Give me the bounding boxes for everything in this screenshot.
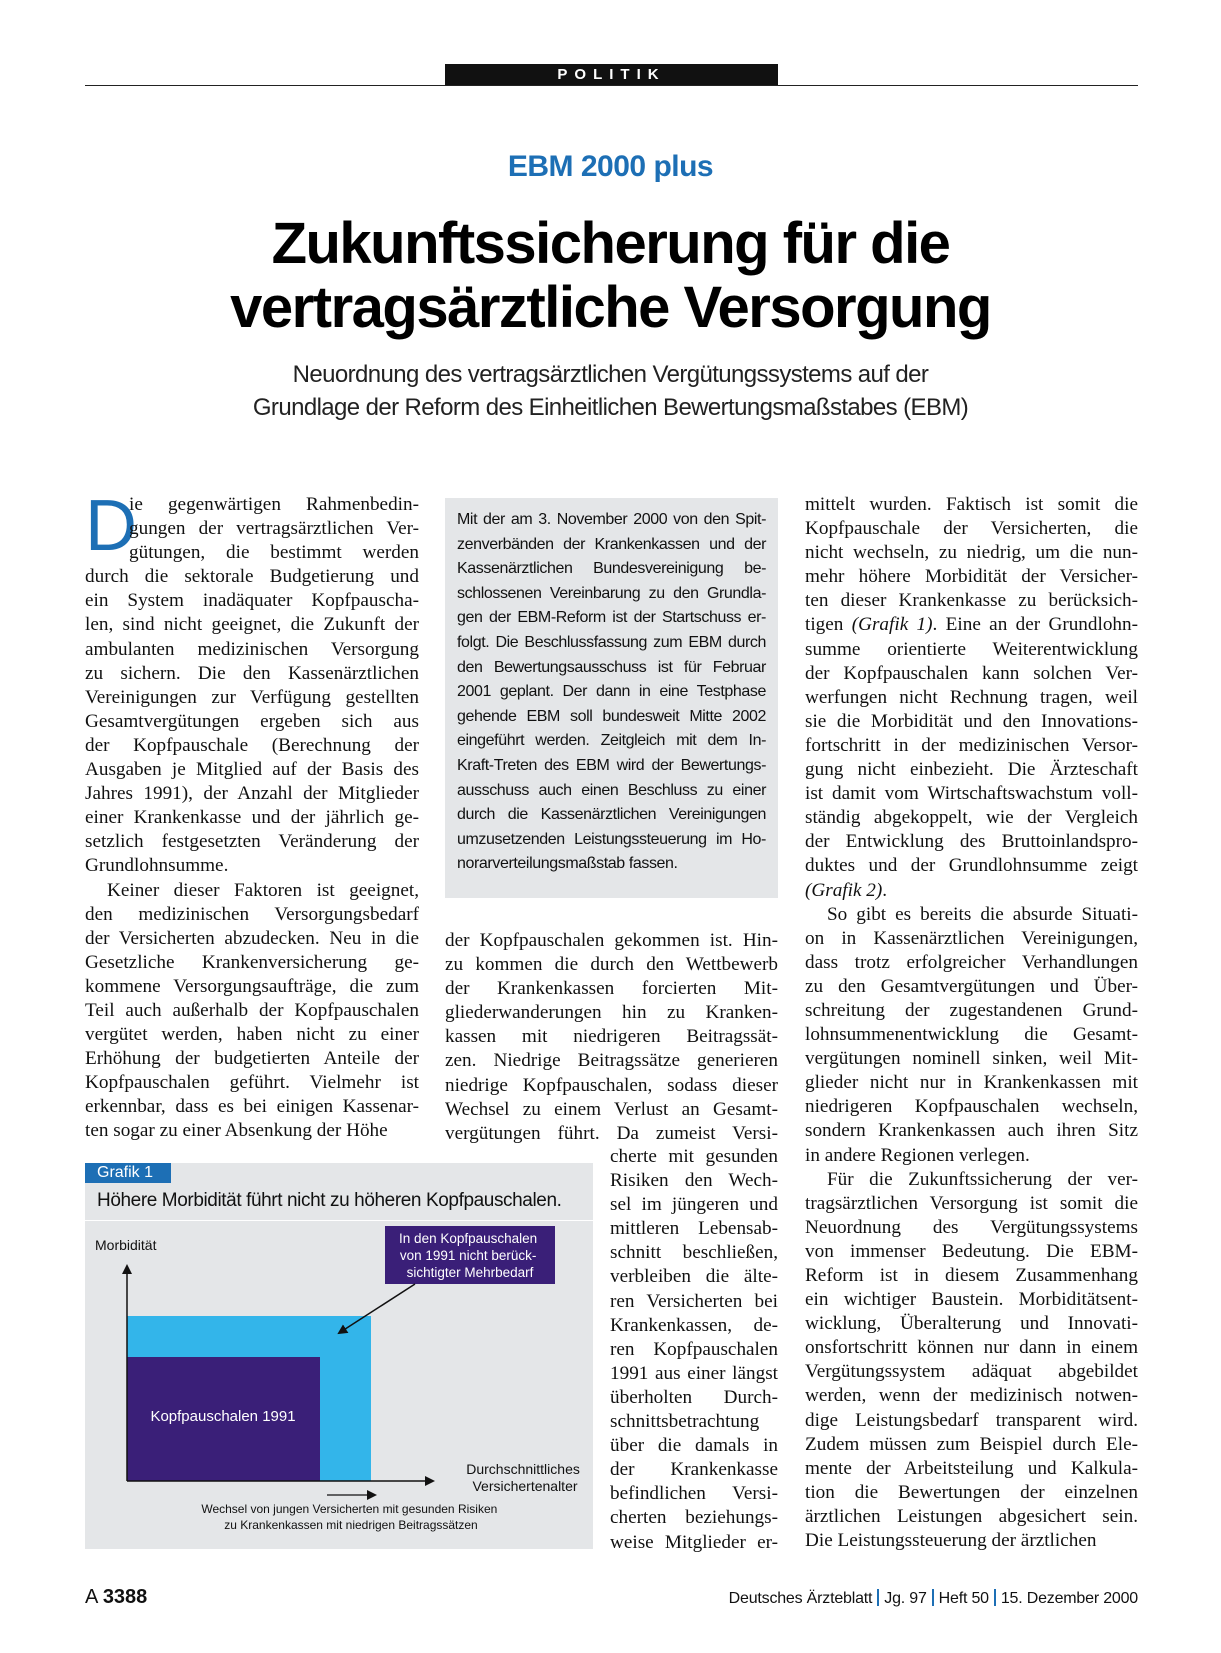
subheadline-line: Neuordnung des vertragsärztlichen Vergütungssystems auf der bbox=[292, 361, 929, 388]
body-line: Ausgaben je Mitglied auf der Basis des bbox=[85, 759, 419, 781]
body-line: duktes und der Grundlohnsumme zeigt bbox=[805, 855, 1138, 877]
figure-title: Höhere Morbidität führt nicht zu höheren Kopfpauschalen. bbox=[97, 1190, 562, 1211]
info-box-text bbox=[457, 508, 766, 877]
body-line: ist damit vom Wirtschaftswachstum voll- bbox=[805, 783, 1138, 805]
body-line: erkennbar, dass es bei einigen Kassenar- bbox=[85, 1096, 419, 1118]
body-line: Jahres 1991), der Anzahl der Mitglieder bbox=[85, 783, 419, 805]
body-line: den medizinischen Versorgungsbedarf bbox=[85, 903, 419, 925]
body-line: ie gegenwärtigen Rahmenbedin- bbox=[129, 494, 419, 515]
body-line: Krankenkassen, de- bbox=[610, 1314, 778, 1336]
body-line: zen. Niedrige Beitragssätze generieren bbox=[445, 1050, 778, 1072]
info-line: Mit der am 3. November 2000 von den Spit- bbox=[457, 511, 766, 528]
body-line: werden, wenn der medizinisch notwen- bbox=[805, 1385, 1138, 1407]
info-line: umzusetzenden Leistungssteuerung im Ho- bbox=[457, 830, 766, 848]
info-line: norarverteilungsmaßstab fassen. bbox=[457, 855, 678, 873]
body-line: zu kommen die durch den Wettbewerb bbox=[445, 954, 778, 976]
body-line: Erhöhung der budgetierten Anteile der bbox=[85, 1048, 419, 1070]
body-line: cherte mit gesunden bbox=[610, 1146, 778, 1167]
body-line: Reform ist in diesem Zusammenhang bbox=[805, 1265, 1138, 1286]
body-line: über die damals in bbox=[610, 1435, 778, 1457]
info-line: ausschuss auch einen Beschluss zu einer bbox=[457, 781, 766, 799]
body-line: der Entwicklung des Bruttoinlandspro- bbox=[805, 831, 1138, 853]
info-line: folgt. Die Beschlussfassung zum EBM durch bbox=[457, 633, 766, 651]
body-line: glieder nicht nur in Krankenkassen mit bbox=[805, 1072, 1138, 1094]
info-line: 2001 geplant. Der dann in eine Testphase bbox=[457, 683, 766, 701]
page-number-value: 3388 bbox=[102, 1586, 148, 1608]
bottom-note bbox=[201, 1502, 500, 1532]
body-line: Risiken den Wech- bbox=[610, 1170, 778, 1192]
footer-separator bbox=[932, 1589, 934, 1606]
body-line: 1991 aus einer längst bbox=[610, 1362, 778, 1384]
body-line: Kopfpauschale der Versicherten, die bbox=[805, 518, 1138, 540]
info-line: durch die Kassenärztlichen Vereinigungen bbox=[457, 806, 766, 824]
body-line: Wechsel zu einem Verlust an Gesamt- bbox=[445, 1098, 778, 1120]
callout-text bbox=[399, 1231, 541, 1280]
body-line: So gibt es bereits die absurde Situati- bbox=[827, 903, 1138, 925]
body-line: Gesetzliche Krankenversicherung ge- bbox=[85, 951, 419, 973]
body-line: nicht wechseln, zu niedrig, um die nun- bbox=[805, 542, 1138, 564]
info-line: den Bewertungsausschuss ist für Februar bbox=[457, 658, 766, 676]
body-line: der Kopfpauschalen gekommen ist. Hin- bbox=[445, 930, 778, 951]
body-line: dige Leistungsbedarf transparent wird. bbox=[805, 1409, 1138, 1431]
body-line: Neuordnung des Vergütungssystems bbox=[805, 1216, 1138, 1238]
body-line: fortschritt in der medizinischen Versor- bbox=[805, 734, 1138, 756]
drop-cap: D bbox=[85, 486, 137, 566]
body-line: verbleiben die älte- bbox=[610, 1266, 778, 1288]
body-column-middle bbox=[445, 929, 778, 1146]
body-line: durch die sektorale Budgetierung und bbox=[85, 566, 419, 588]
headline bbox=[0, 212, 1221, 340]
subheadline-line: Grundlage der Reform des Einheitlichen Bewertungsmaßstabes (EBM) bbox=[252, 394, 969, 421]
body-line: ärztlichen Leistungen abgesichert sein. bbox=[805, 1505, 1138, 1527]
body-line: ambulanten medizinischen Versorgung bbox=[85, 638, 419, 660]
body-line: dass trotz erfolgreicher Verhandlungen bbox=[805, 951, 1138, 973]
figure-reference: (Grafik 2) bbox=[805, 879, 883, 901]
body-line: ein System inadäquater Kopfpauscha- bbox=[85, 590, 419, 612]
body-line: von immenser Bedeutung. Die EBM- bbox=[805, 1240, 1138, 1262]
body-line: onsfortschritt können nur dann in einem bbox=[805, 1337, 1138, 1359]
body-line: gütungen, die bestimmt werden bbox=[129, 542, 419, 564]
footer-citation bbox=[729, 1589, 1138, 1608]
body-line: gung nicht einbezieht. Die Ärzteschaft bbox=[805, 759, 1138, 781]
body-line: der Kopfpauschalen kann solchen Ver- bbox=[805, 662, 1138, 684]
body-line: Zudem müssen zum Beispiel durch Ele- bbox=[805, 1433, 1138, 1455]
body-line: der Kopfpauschale (Berechnung der bbox=[85, 734, 419, 756]
figure-reference: (Grafik 1) bbox=[851, 614, 933, 636]
inner-box-label: Kopfpauschalen 1991 bbox=[150, 1408, 296, 1425]
callout-arrow bbox=[339, 1284, 415, 1333]
body-line: der Krankenkasse bbox=[610, 1459, 778, 1481]
info-line: gehende EBM soll bundesweit Mitte 2002 bbox=[457, 707, 766, 725]
body-line: mittleren Lebensab- bbox=[610, 1218, 778, 1240]
body-line: ten sogar zu einer Absenkung der Höhe bbox=[85, 1120, 388, 1142]
body-line: zu sichern. Die den Kassenärztlichen bbox=[85, 662, 419, 684]
body-line: ren Versicherten bei bbox=[610, 1290, 778, 1312]
body-line: mehr höhere Morbidität der Versicher- bbox=[805, 566, 1138, 588]
body-line: Grundlohnsumme. bbox=[85, 855, 229, 877]
body-line: Vergütungssystem adäquat abgebildet bbox=[805, 1361, 1138, 1383]
body-line: Teil auch außerhalb der Kopfpauschalen bbox=[85, 999, 419, 1021]
body-line: tion die Bewertungen der einzelnen bbox=[805, 1481, 1138, 1503]
bottom-note-line: zu Krankenkassen mit niedrigen Beitragssätzen bbox=[224, 1518, 478, 1532]
journal-issue: Heft 50 bbox=[938, 1590, 989, 1607]
body-line: niedrige Kopfpauschalen, sodass dieser bbox=[445, 1074, 778, 1096]
journal-date: 15. Dezember 2000 bbox=[1000, 1590, 1138, 1607]
body-line: ständig abgekoppelt, wie der Vergleich bbox=[805, 807, 1138, 829]
body-line: vergütungen nominell sinken, weil Mit- bbox=[805, 1048, 1138, 1070]
body-line: Keiner dieser Faktoren ist geeignet, bbox=[107, 879, 419, 901]
body-line: der Versicherten abzudecken. Neu in die bbox=[85, 927, 419, 949]
body-line: niedrigeren Kopfpauschalen wechseln, bbox=[805, 1096, 1138, 1118]
info-line: zenverbänden der Krankenkassen und der bbox=[457, 535, 766, 553]
info-box bbox=[445, 498, 778, 898]
body-line: mittelt wurden. Faktisch ist somit die bbox=[805, 494, 1138, 515]
figure-tag: Grafik 1 bbox=[85, 1163, 171, 1183]
body-line: Die Leistungssteuerung der ärztlichen bbox=[805, 1530, 1097, 1552]
body-line: gliederwanderungen hin zu Kranken- bbox=[445, 1002, 778, 1024]
figure-grafik-1 bbox=[85, 1163, 593, 1549]
body-line: len, sind nicht geeignet, die Zukunft der bbox=[85, 614, 419, 636]
body-column-middle-narrow bbox=[610, 1145, 778, 1555]
body-line: kommene Versorgungsaufträge, die zum bbox=[85, 975, 419, 997]
body-line: gungen der vertragsärztlichen Ver- bbox=[129, 518, 419, 540]
body-line: Kopfpauschalen geführt. Vielmehr ist bbox=[85, 1072, 419, 1094]
body-line: überholten Durch- bbox=[610, 1386, 778, 1408]
footer-separator bbox=[994, 1589, 996, 1606]
body-line: weise Mitglieder er- bbox=[610, 1531, 778, 1553]
body-line: kassen mit niedrigeren Beitragssät- bbox=[445, 1026, 778, 1048]
headline-line: vertragsärztliche Versorgung bbox=[230, 275, 991, 340]
body-line: schnitt beschließen, bbox=[610, 1242, 778, 1264]
journal-name: Deutsches Ärzteblatt bbox=[728, 1590, 873, 1607]
info-line: eingeführt werden. Zeitgleich mit dem In- bbox=[457, 732, 766, 750]
body-column-left bbox=[85, 493, 419, 1144]
body-line: Gesamtvergütungen ergeben sich aus bbox=[85, 710, 419, 732]
body-line: zu den Gesamtvergütungen und Über- bbox=[805, 975, 1138, 997]
info-line: schlossenen Vereinbarung zu den Grundla- bbox=[457, 584, 766, 602]
info-line: Kraft-Treten des EBM wird der Bewertungs- bbox=[457, 756, 766, 774]
y-axis-label: Morbidität bbox=[95, 1237, 157, 1253]
body-line: vergütet werden, haben nicht zu einer bbox=[85, 1024, 419, 1046]
body-line: ren Kopfpauschalen bbox=[610, 1338, 778, 1360]
header-rule bbox=[85, 85, 1138, 86]
page-prefix: A bbox=[85, 1586, 98, 1608]
body-line: schnittsbetrachtung bbox=[610, 1411, 760, 1433]
body-line: vergütungen führt. Da zumeist Versi- bbox=[445, 1122, 778, 1144]
body-line: der Krankenkassen forcierten Mit- bbox=[445, 978, 778, 1000]
info-line: Kassenärztlichen Bundesvereinigung be- bbox=[457, 560, 766, 578]
body-column-right bbox=[805, 493, 1138, 1553]
body-line: sie die Morbidität und den Innovations- bbox=[805, 710, 1138, 732]
journal-volume: Jg. 97 bbox=[884, 1590, 927, 1607]
body-line: setzlich festgesetzten Veränderung der bbox=[85, 831, 419, 853]
body-line: wicklung, Überalterung und Innovati- bbox=[805, 1313, 1138, 1335]
bottom-note-line: Wechsel von jungen Versicherten mit gesunden Risiken bbox=[201, 1502, 498, 1516]
body-line: mente der Arbeitsteilung und Kalkula- bbox=[805, 1457, 1138, 1479]
body-line: werfungen nicht Rechnung tragen, weil bbox=[805, 686, 1138, 708]
body-line: sel im jüngeren und bbox=[610, 1194, 778, 1216]
body-line: lohnsummenentwicklung die Gesamt- bbox=[805, 1024, 1138, 1046]
body-line: tigen (Grafik 1). Eine an der Grundlohn- bbox=[805, 614, 1138, 636]
body-line: Vereinigungen zur Verfügung gestellten bbox=[85, 686, 419, 708]
subheadline bbox=[0, 358, 1221, 424]
body-line: ein wichtiger Baustein. Morbiditätsent- bbox=[805, 1289, 1138, 1311]
callout-line: von 1991 nicht berück- bbox=[399, 1248, 537, 1263]
body-line: cherten beziehungs- bbox=[610, 1507, 778, 1529]
body-line: in andere Regionen verlegen. bbox=[805, 1144, 1030, 1166]
body-line: sondern Krankenkassen auch ihren Sitz bbox=[805, 1120, 1138, 1142]
section-tab: POLITIK bbox=[445, 64, 778, 85]
callout-line: sichtigter Mehrbedarf bbox=[406, 1265, 534, 1280]
x-axis-label bbox=[466, 1461, 584, 1494]
page-number bbox=[85, 1586, 147, 1609]
body-line: schreitung der zugestandenen Grund- bbox=[805, 999, 1138, 1021]
body-line: summe orientierte Weiterentwicklung bbox=[805, 638, 1138, 660]
body-line: (Grafik 2). bbox=[805, 879, 888, 901]
headline-line: Zukunftssicherung für die bbox=[271, 211, 950, 276]
footer-separator bbox=[877, 1589, 879, 1606]
figure-diagram bbox=[85, 1221, 593, 1549]
kicker: EBM 2000 plus bbox=[507, 150, 714, 183]
x-axis-label-line: Versichertenalter bbox=[472, 1478, 578, 1494]
body-line: tragsärztlichen Versorgung ist somit die bbox=[805, 1192, 1138, 1214]
callout-line: In den Kopfpauschalen bbox=[399, 1231, 538, 1246]
body-line: on in Kassenärztlichen Vereinigungen, bbox=[805, 927, 1138, 949]
body-line: befindlichen Versi- bbox=[610, 1483, 778, 1505]
body-line: Für die Zukunftssicherung der ver- bbox=[827, 1168, 1138, 1190]
info-line: gen der EBM-Reform ist der Startschuss er- bbox=[457, 609, 766, 627]
x-axis-label-line: Durchschnittliches bbox=[466, 1461, 580, 1477]
body-line: einer Krankenkasse und der jährlich ge- bbox=[85, 807, 419, 829]
body-line: ten dieser Krankenkasse zu berücksich- bbox=[805, 590, 1138, 612]
